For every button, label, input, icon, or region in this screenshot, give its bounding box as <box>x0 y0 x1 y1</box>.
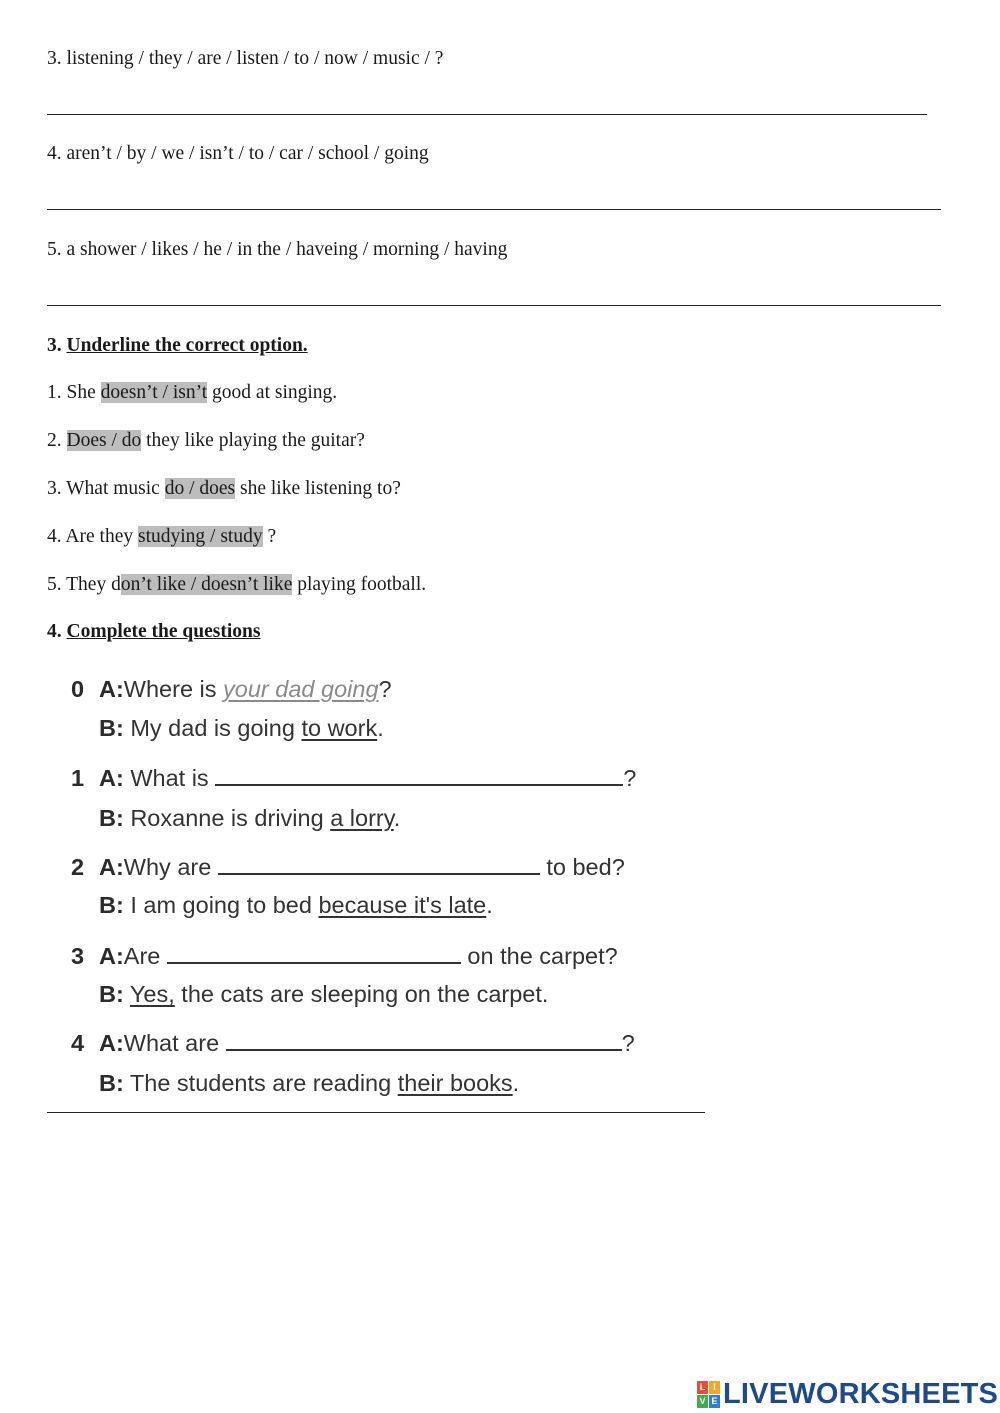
item-text-before: 3. What music <box>47 478 165 499</box>
underline-item-3 <box>47 477 401 501</box>
option-choice[interactable]: Does / do <box>66 430 142 451</box>
question-4-a <box>71 1027 635 1058</box>
question-number: 4 <box>71 1030 85 1056</box>
item-text-before: 2. <box>47 430 67 451</box>
answer-end: . <box>512 1070 520 1096</box>
question-text: Where is <box>123 676 224 702</box>
answer-end: the cats are sleeping on the carpet. <box>174 981 549 1007</box>
question-text: Are <box>123 943 167 969</box>
item-text-before: 5. They d <box>47 574 121 595</box>
underlined-phrase: because it's late <box>318 892 487 918</box>
answer-text: My dad is going <box>130 715 302 741</box>
question-3-b <box>99 979 548 1009</box>
answer-line-3[interactable] <box>47 114 927 115</box>
answer-end: . <box>377 715 384 741</box>
answer-blank[interactable] <box>226 1027 622 1051</box>
section-title: Underline the correct option. <box>66 335 308 356</box>
question-number: 1 <box>71 765 85 791</box>
option-choice[interactable]: on’t like / doesn’t like <box>120 574 293 595</box>
underlined-phrase: to work <box>301 715 378 741</box>
speaker-label: B: <box>99 1070 124 1096</box>
underlined-phrase: Yes, <box>129 981 175 1007</box>
speaker-label: A: <box>99 676 124 702</box>
question-end: on the carpet? <box>460 943 618 969</box>
question-number: 2 <box>71 854 85 880</box>
option-choice[interactable]: doesn’t / isn’t <box>100 382 208 403</box>
logo-mark-icon: L I V E <box>697 1381 720 1408</box>
speaker-label: A: <box>99 765 124 791</box>
section-title: Complete the questions <box>66 621 261 642</box>
question-4-b <box>99 1068 519 1098</box>
section-number: 4. <box>47 621 62 642</box>
answer-line-5[interactable] <box>47 305 941 306</box>
question-0-a <box>71 674 392 704</box>
question-text: What are <box>123 1030 226 1056</box>
question-0-b <box>99 713 384 743</box>
item-text-before: 4. Are they <box>47 526 138 547</box>
item-text-before: 1. She <box>47 382 101 403</box>
question-2-b <box>99 890 493 920</box>
answer-text: I am going to bed <box>130 892 319 918</box>
question-text: Why are <box>123 854 218 880</box>
option-choice[interactable]: studying / study <box>137 526 263 547</box>
answer-text: Roxanne is driving <box>130 805 331 831</box>
answer-blank[interactable] <box>215 762 623 786</box>
question-end: to bed? <box>539 854 625 880</box>
speaker-label: A: <box>99 1030 124 1056</box>
item-text-after: they like playing the guitar? <box>141 430 365 451</box>
underlined-phrase: a lorry <box>330 805 394 831</box>
question-1-b <box>99 803 400 833</box>
answer-end: . <box>486 892 493 918</box>
section-divider <box>47 1112 705 1113</box>
reorder-item-3: 3. listening / they / are / listen / to / now / music / ? <box>47 48 444 69</box>
underline-item-1 <box>47 381 337 405</box>
speaker-label: B: <box>99 892 124 918</box>
speaker-label: A: <box>99 943 124 969</box>
speaker-label: A: <box>99 854 124 880</box>
section-number: 3. <box>47 335 62 356</box>
question-text: What is <box>123 765 216 791</box>
item-text-after: she like listening to? <box>235 478 401 499</box>
speaker-label: B: <box>99 715 124 741</box>
underline-item-2 <box>47 429 365 453</box>
question-1-a <box>71 762 636 793</box>
speaker-label: B: <box>99 981 124 1007</box>
answer-text: The students are reading <box>129 1070 398 1096</box>
item-text-after: good at singing. <box>207 382 338 403</box>
question-number: 3 <box>71 943 85 969</box>
reorder-item-5: 5. a shower / likes / he / in the / haveing / morning / having <box>47 239 508 260</box>
logo-text: LIVEWORKSHEETS <box>723 1377 999 1410</box>
underline-item-4 <box>47 525 276 549</box>
question-end: ? <box>378 676 392 702</box>
answer-blank[interactable] <box>167 940 461 964</box>
option-choice[interactable]: do / does <box>164 478 236 499</box>
question-3-a <box>71 940 618 971</box>
question-end: ? <box>623 765 637 791</box>
section-4-heading <box>47 620 260 644</box>
item-text-after: playing football. <box>292 574 427 595</box>
question-2-a <box>71 851 625 882</box>
answer-line-4[interactable] <box>47 209 941 210</box>
item-text-after: ? <box>262 526 277 547</box>
speaker-label: B: <box>99 805 124 831</box>
underlined-phrase: their books <box>397 1070 513 1096</box>
answer-blank[interactable] <box>218 851 540 875</box>
answer-end: . <box>393 805 401 831</box>
liveworksheets-logo <box>697 1379 998 1409</box>
reorder-item-4: 4. aren’t / by / we / isn’t / to / car / school / going <box>47 143 429 164</box>
question-number: 0 <box>71 676 85 702</box>
question-end: ? <box>621 1030 635 1056</box>
underline-item-5 <box>47 573 426 597</box>
example-answer: your dad going <box>223 676 379 702</box>
section-3-heading <box>47 334 308 358</box>
